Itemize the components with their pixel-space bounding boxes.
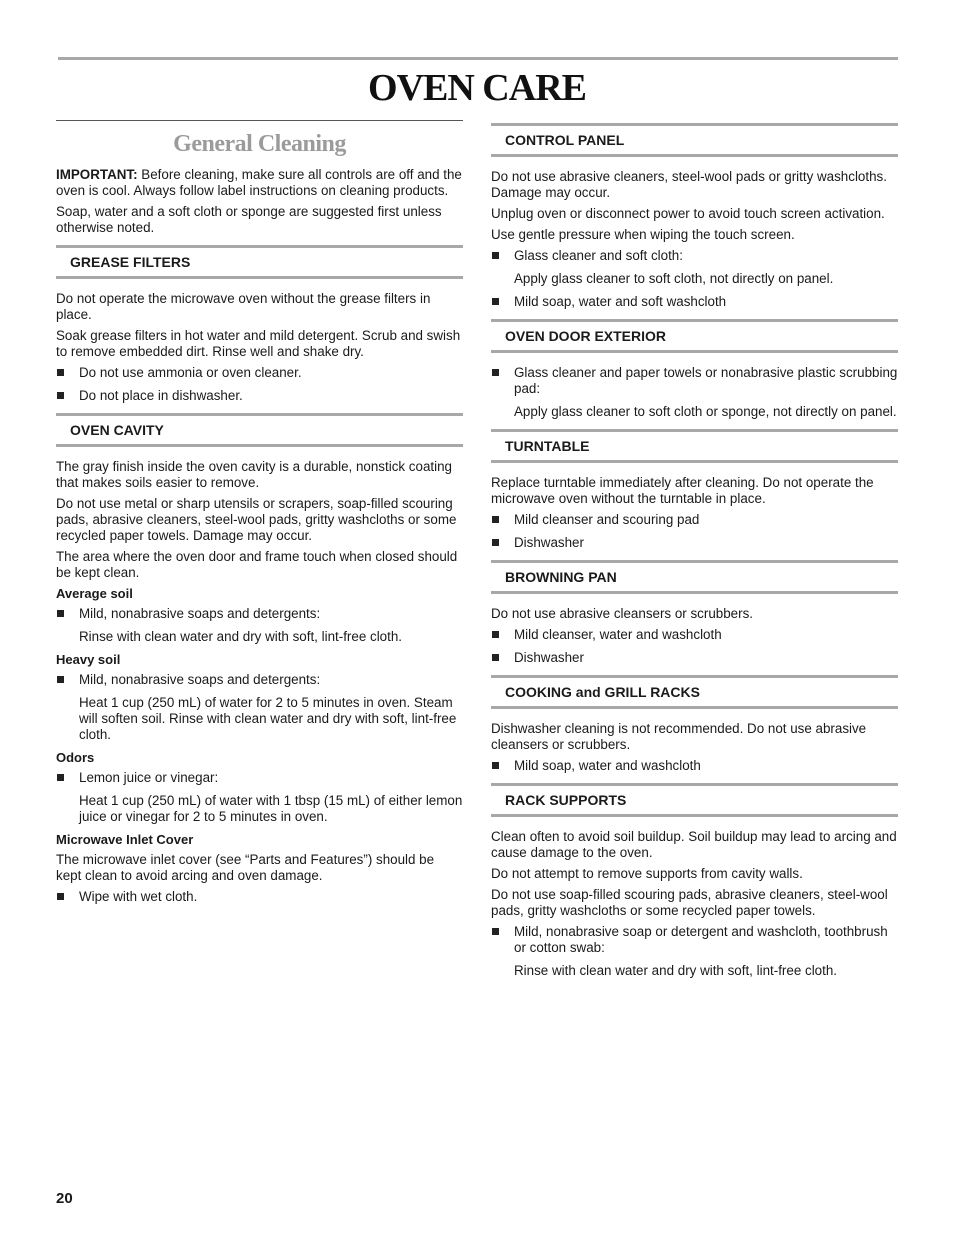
subheading-microwave-inlet-cover: Microwave Inlet Cover: [56, 832, 194, 847]
paragraph: Do not operate the microwave oven without the grease filters in place.: [56, 291, 431, 322]
right-column: [491, 120, 898, 986]
section-heading-turntable: TURNTABLE: [491, 429, 898, 463]
bullet-list: [56, 672, 463, 688]
paragraph: The microwave inlet cover (see “Parts and Features”) should be kept clean to avoid arcing and oven damage.: [56, 852, 435, 883]
section-heading-control-panel: CONTROL PANEL: [491, 123, 898, 157]
paragraph: The area where the oven door and frame touch when closed should be kept clean.: [56, 549, 458, 580]
subheading-average-soil: Average soil: [56, 586, 133, 601]
section-heading-oven-cavity: OVEN CAVITY: [56, 413, 463, 447]
important-text: Before cleaning, make sure all controls are off and the oven is cool. Always follow label instructions on cleaning products.: [56, 167, 462, 198]
paragraph: Do not use abrasive cleansers or scrubbers.: [491, 606, 753, 621]
paragraph: Soak grease filters in hot water and mild detergent. Scrub and swish to remove embedded dirt. Rinse well and shake dry.: [56, 328, 461, 359]
bullet-list: [56, 770, 463, 786]
paragraph: Use gentle pressure when wiping the touch screen.: [491, 227, 795, 242]
subheading-heavy-soil: Heavy soil: [56, 652, 121, 667]
sub-instruction: Apply glass cleaner to soft cloth, not directly on panel.: [514, 271, 834, 286]
subheading-odors: Odors: [56, 750, 95, 765]
paragraph: Dishwasher cleaning is not recommended. Do not use abrasive cleansers or scrubbers.: [491, 721, 867, 752]
bullet-item: Dishwasher: [491, 535, 898, 551]
bullet-list: [56, 606, 463, 622]
paragraph: The gray finish inside the oven cavity is a durable, nonstick coating that makes soils easier to remove.: [56, 459, 452, 490]
paragraph: Unplug oven or disconnect power to avoid touch screen activation.: [491, 206, 885, 221]
section-heading-grease-filters: GREASE FILTERS: [56, 245, 463, 279]
sub-instruction: Apply glass cleaner to soft cloth or sponge, not directly on panel.: [514, 404, 897, 419]
left-column: [56, 120, 463, 912]
section-heading-browning-pan: BROWNING PAN: [491, 560, 898, 594]
bullet-item: Glass cleaner and soft cloth:: [491, 248, 898, 264]
general-cleaning-heading: General Cleaning: [173, 131, 346, 157]
important-note: [56, 167, 463, 199]
bullet-list: [491, 758, 898, 774]
paragraph: Do not attempt to remove supports from cavity walls.: [491, 866, 803, 881]
bullet-item: Mild soap, water and washcloth: [491, 758, 898, 774]
bullet-item: Dishwasher: [491, 650, 898, 666]
sub-instruction: Heat 1 cup (250 mL) of water for 2 to 5 minutes in oven. Steam will soften soil. Rinse with clean water and dry with soft, lint-free cloth.: [79, 695, 457, 742]
section-heading-cooking-grill-racks: COOKING and GRILL RACKS: [491, 675, 898, 709]
paragraph: Do not use soap-filled scouring pads, abrasive cleaners, steel-wool pads, gritty washcloths or some recycled paper towels.: [491, 887, 888, 918]
general-cleaning-rule: [56, 120, 463, 121]
bullet-list: [491, 248, 898, 264]
bullet-list: [491, 294, 898, 310]
sub-instruction: Heat 1 cup (250 mL) of water with 1 tbsp (15 mL) of either lemon juice or vinegar for 2 to 5 minutes in oven.: [79, 793, 463, 824]
bullet-list: [491, 365, 898, 397]
bullet-list: [56, 889, 463, 905]
page-title: OVEN CARE: [368, 67, 586, 109]
bullet-item: Mild, nonabrasive soaps and detergents:: [56, 606, 463, 622]
bullet-list: [56, 365, 463, 404]
bullet-item: Mild cleanser, water and washcloth: [491, 627, 898, 643]
paragraph: Replace turntable immediately after cleaning. Do not operate the microwave oven without the turntable in place.: [491, 475, 874, 506]
bullet-item: Do not use ammonia or oven cleaner.: [56, 365, 463, 381]
page-number: 20: [56, 1190, 73, 1207]
sub-instruction: Rinse with clean water and dry with soft, lint-free cloth.: [79, 629, 403, 644]
intro-paragraph: Soap, water and a soft cloth or sponge are suggested first unless otherwise noted.: [56, 204, 442, 235]
bullet-list: [491, 627, 898, 666]
bullet-item: Wipe with wet cloth.: [56, 889, 463, 905]
bullet-item: Mild, nonabrasive soap or detergent and washcloth, toothbrush or cotton swab:: [491, 924, 898, 956]
bullet-item: Glass cleaner and paper towels or nonabrasive plastic scrubbing pad:: [491, 365, 898, 397]
sub-instruction: Rinse with clean water and dry with soft, lint-free cloth.: [514, 963, 838, 978]
bullet-list: [491, 512, 898, 551]
bullet-item: Do not place in dishwasher.: [56, 388, 463, 404]
bullet-item: Lemon juice or vinegar:: [56, 770, 463, 786]
section-heading-rack-supports: RACK SUPPORTS: [491, 783, 898, 817]
paragraph: Do not use metal or sharp utensils or scrapers, soap-filled scouring pads, abrasive cleaners, steel-wool pads, gritty washcloths or some recycled paper towels. Damage may occur.: [56, 496, 457, 543]
bullet-item: Mild soap, water and soft washcloth: [491, 294, 898, 310]
bullet-list: [491, 924, 898, 956]
paragraph: Clean often to avoid soil buildup. Soil buildup may lead to arcing and cause damage to the oven.: [491, 829, 897, 860]
bullet-item: Mild cleanser and scouring pad: [491, 512, 898, 528]
page-top-rule: [58, 57, 898, 60]
paragraph: Do not use abrasive cleaners, steel-wool pads or gritty washcloths. Damage may occur.: [491, 169, 887, 200]
important-label: IMPORTANT:: [56, 167, 138, 182]
section-heading-oven-door-exterior: OVEN DOOR EXTERIOR: [491, 319, 898, 353]
bullet-item: Mild, nonabrasive soaps and detergents:: [56, 672, 463, 688]
